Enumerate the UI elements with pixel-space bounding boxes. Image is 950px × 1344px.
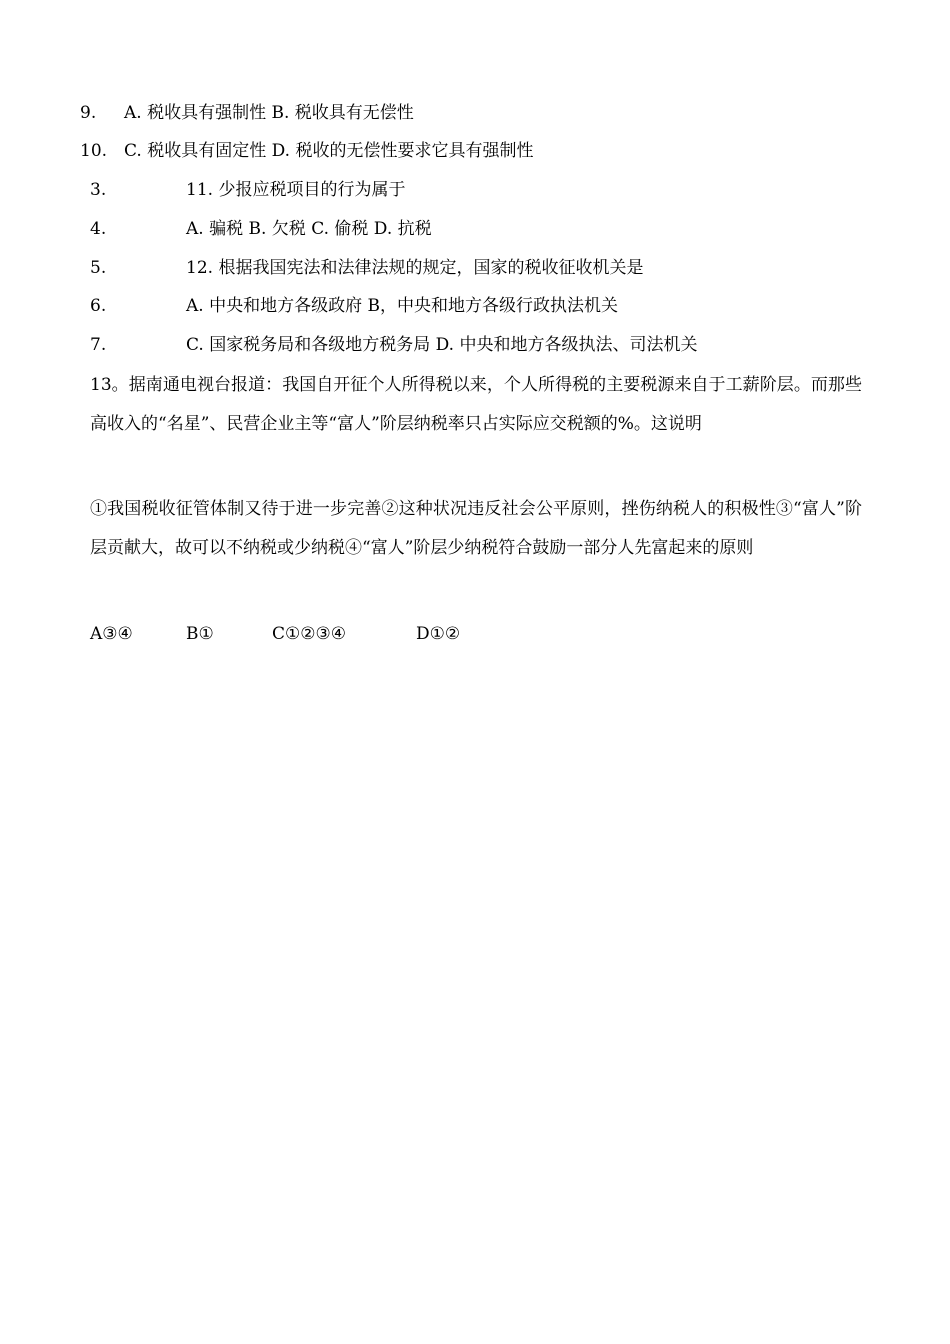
option-a: A③④ — [90, 624, 133, 644]
item-text: A. 税收具有强制性 B. 税收具有无偿性 — [124, 103, 414, 123]
item-number: 9. — [80, 103, 97, 123]
question-13-stem: 13。据南通电视台报道：我国自开征个人所得税以来，个人所得税的主要税源来自于工薪阶层。而那些高收入的“名星”、民营企业主等“富人”阶层纳税率只占实际应交税额的%。这说明 — [90, 375, 862, 434]
item-text: C. 国家税务局和各级地方税务局 D. 中央和地方各级执法、司法机关 — [186, 335, 698, 355]
item-text: 11. 少报应税项目的行为属于 — [186, 180, 406, 200]
list-item — [90, 257, 643, 279]
item-text: 12. 根据我国宪法和法律法规的规定，国家的税收征收机关是 — [186, 258, 644, 278]
list-item — [80, 102, 414, 124]
question-13-statements: ①我国税收征管体制又待于进一步完善②这种状况违反社会公平原则，挫伤纳税人的积极性③“富人”阶层贡献大，故可以不纳税或少纳税④“富人”阶层少纳税符合鼓励一部分人先富起来的原则 — [90, 499, 862, 558]
option-d: D①② — [416, 624, 461, 644]
item-number: 10. — [80, 141, 108, 161]
item-number: 7. — [90, 335, 107, 355]
item-number: 6. — [90, 296, 107, 316]
item-number: 3. — [90, 180, 107, 200]
option-b: B① — [186, 624, 214, 644]
list-item — [90, 295, 618, 317]
item-text: A. 中央和地方各级政府 B，中央和地方各级行政执法机关 — [186, 296, 618, 316]
item-number: 4. — [90, 219, 107, 239]
option-c: C①②③④ — [272, 624, 346, 644]
item-text: C. 税收具有固定性 D. 税收的无偿性要求它具有强制性 — [124, 141, 534, 161]
list-item — [90, 334, 697, 356]
list-item — [80, 140, 533, 162]
item-number: 5. — [90, 258, 107, 278]
list-item — [90, 179, 405, 201]
list-item — [90, 218, 432, 240]
item-text: A. 骗税 B. 欠税 C. 偷税 D. 抗税 — [186, 219, 432, 239]
